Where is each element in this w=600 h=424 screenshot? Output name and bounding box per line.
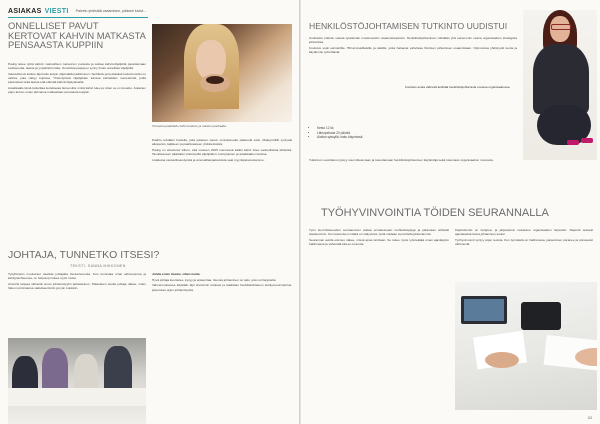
photo-coffee-beans [206, 76, 224, 84]
photo-body [533, 44, 589, 114]
article2-body-left [8, 272, 146, 334]
paragraph: Koulutus sopii esimiehille, HR-ammattilaisille ja kaikille, jotka haluavat vahvistaa ihmisten johtamisen osaamistaan. Opinnoissa yhdistyvät teoria ja käytännön työtehtävät. [309, 45, 517, 55]
paragraph: Uudistettu tutkinto vastaa työelämän muuttuneisiin osaamistarpeisiin. Henkilöstöjohtaminen nähdään yhä selvemmin osana organisaation strategista johtamista. [309, 36, 517, 45]
paragraph: Paulig on sitoutunut siihen, että vuoteen 2025 mennessä kaikki kahvi tulee vastuullisista lähteistä. Tavoitteeseen päästään yhteistyöllä viljelijöiden, kumppanien ja asiakkaiden kanssa. [152, 147, 292, 157]
paragraph: Työhyvinvointi syntyy arjen teoista. Kun työmäärä on hallinnassa, jaksaminen paranee ja poissaolot vähenevät. [455, 237, 593, 247]
article3-body-left [309, 36, 517, 80]
article4-body-right [455, 228, 593, 278]
section-strap: Palvelu yhdistää osaamisen, pääsee kahvi... [75, 9, 147, 13]
photo-hand [485, 352, 519, 368]
desk-photo [455, 282, 597, 410]
coffee-photo [152, 24, 292, 122]
bullet-item: • Aloitus syksyllä, haku käynnissä [317, 135, 437, 140]
photo-shoe [581, 138, 593, 143]
photo-table [8, 388, 146, 406]
article2-headline: JOHTAJA, TUNNETKO ITSESI? [8, 249, 160, 261]
article3-quote: Koulutus antaa välineitä kehittää henkilöstöjohtamista omassa organisaatiossa. [405, 85, 511, 89]
paragraph: Lisätietoa vastuullisuustyöstä ja ammattilaispalveluista saat myyntipalvelustamme. [152, 157, 265, 162]
paragraph: Paulig tekee työtä kahvin vastuullisen tuotannon puolesta ja auttaa kahvinviljelijöitä parantamaan tuottavuutta, laatua ja ympäristön tilaa. Onnellisia papuja ei synny ilman onnellisia viljelijöitä. [8, 62, 146, 71]
paragraph: Asiakkaalle tämä tarkoittaa luotettavaa tietoa siitä, mistä kahvi tulee ja miten se on tuotettu. Jokainen papu kertoo oman tarinansa matkastaan pensaasta kuppiin. [8, 86, 146, 95]
photo-person [42, 348, 68, 392]
photo-shoe [567, 140, 579, 145]
coffee-photo-caption: Tuoreena paahdettu kahvi tuoksuu ja maistuu parhaalta. [152, 124, 227, 128]
article4-body-left [309, 228, 449, 418]
right-page [301, 0, 600, 424]
paragraph: Tutkinnon suorittanut pystyy suunnittelemaan ja toteuttamaan henkilöstöjohtamisen käytäntöjä sekä tukemaan organisaation muutosta. [309, 158, 494, 162]
section-label: ASIAKAS [8, 7, 42, 15]
portrait-photo [523, 10, 597, 160]
meeting-photo [8, 338, 146, 424]
page-number: 63 [588, 416, 592, 420]
paragraph: Arviointi tarjoaa välineitä oman johtamistyylin tarkasteluun. Palautteen avulla johtaja näkee, miten hänen toimintansa vaikuttaa tiimiin ja työn tuloksiin. [8, 281, 146, 291]
paragraph: Hyvä johtaja kuuntelee, kysyy ja antaa tilaa. Itsensä johtaminen on taito, jota voi harjoitella. [152, 277, 277, 282]
photo-glasses [551, 24, 571, 30]
photo-laptop-screen [464, 299, 504, 321]
article4-headline: TYÖHYVINVOINTIA TÖIDEN SEURANNALLA [321, 207, 549, 219]
article2-subhead: Johda ensin itseäsi, sitten muita [152, 272, 200, 276]
article3-bullets [311, 126, 437, 140]
section-label-accent: VIESTI [44, 7, 69, 15]
photo-person [104, 346, 132, 394]
paragraph: Työyhteisön muutokset vaativat johtajalta itsetuntemusta. Kun tunnistaa omat vahvuutensa ja kehityskohteensa, on helpompi tukea myös muita. [8, 272, 146, 281]
left-page [0, 0, 299, 424]
photo-tablet [521, 302, 561, 330]
article1-body-left [8, 62, 146, 242]
bullet-item: • Kesto 12 kk [317, 126, 437, 131]
article1-headline: ONNELLISET PAVUT KERTOVAT KAHVIN MATKASTA PENSAASTA KUPPIIN [8, 20, 146, 51]
article3-headline: HENKILÖSTÖJOHTAMISEN TUTKINTO UUDISTUI [309, 21, 508, 31]
paragraph: Käyttöönotto on helppoa, ja järjestelmä mukautuu organisaation tarpeisiin. Raportit antavat ajantasaista tietoa johtamisen tueksi. [455, 228, 593, 237]
header-rule [8, 17, 148, 18]
article3-body-bottom [309, 158, 517, 182]
article1-body-right [152, 138, 292, 242]
article2-body-right [152, 272, 292, 397]
section-header [8, 6, 146, 16]
article2-byline: TEKSTI: SANNA MIKKONEN [70, 264, 126, 268]
paragraph: Valmennuksessa käydään läpi arvioinnin tulokset ja laaditaan henkilökohtainen kehityssuunnitelma, joka tukee arjen johtamistyötä. [152, 283, 292, 292]
paragraph: Vastuullisuus kulkee läpi koko ketjun viljelmältä paahtimoon. Sertifioitu ja kestävästi tuotettu kahvi on valinta, joka näkyy kupissa. Yhteistyössä viljelijöiden kanssa kehitetään menetelmiä, jotka parantavat sekä laatua että elämää kahvinviljelyalueilla. [8, 71, 146, 85]
bullet-item: • Lähiopetusta 20 päivää [317, 131, 437, 136]
paragraph: Seurannan avulla esimies näkee, missä apua tarvitaan. Se tukee myös työntekijää oman ajankäytön hallinnassa ja vähentää kiireen tunnetta. [309, 237, 449, 247]
paragraph: Työn kuormittavuuden seuraaminen auttaa ennakoimaan ruuhkahuippuja ja jakamaan tehtävät tasaisemmin. Kun tekemisen määrä on näkyvissä, työtä voidaan suunnitella järkevämmin. [309, 228, 449, 237]
paragraph: Paahto tehdään huolella, jotta jokaisen pavun ominaisuudet pääsevät esiin. Makuprofiilit syntyvät alkuperän, lajikkeen ja paahtoasteen yhdistelmästä. [152, 138, 292, 147]
